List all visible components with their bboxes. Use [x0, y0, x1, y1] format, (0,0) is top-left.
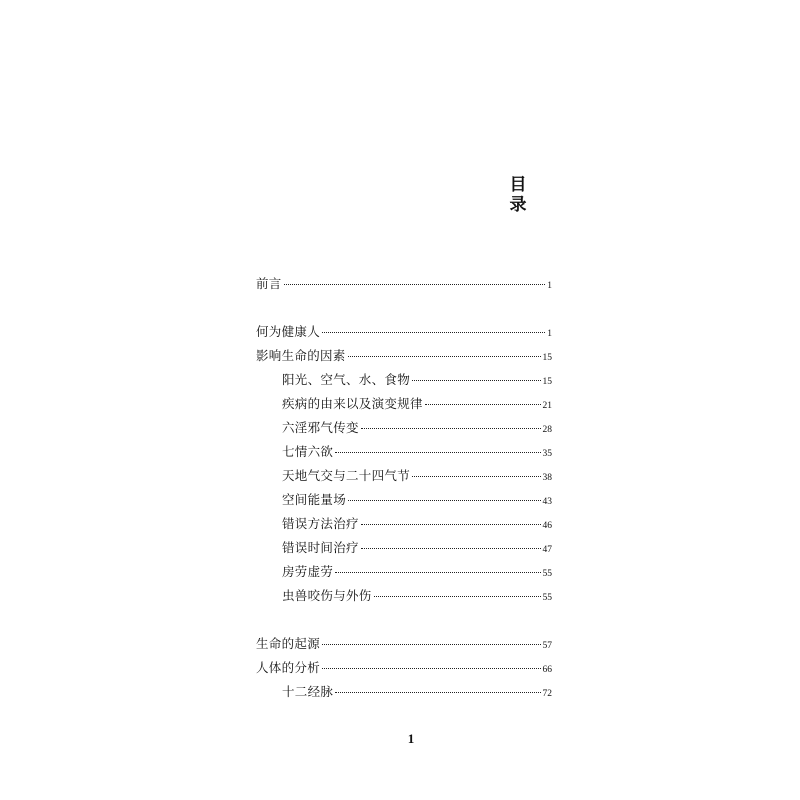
toc-entry-page: 15 [542, 377, 552, 387]
toc-entry-page: 1 [547, 329, 552, 339]
dot-leader [361, 428, 541, 429]
dot-leader [348, 356, 541, 357]
toc-entry-page: 1 [547, 281, 552, 291]
toc-entry-title: 空间能量场 [282, 492, 347, 507]
page-title: 目 录 [509, 175, 541, 215]
toc-entry-title: 影响生命的因素 [256, 348, 346, 363]
toc-entry [282, 515, 552, 533]
toc-entry-page: 72 [542, 689, 552, 699]
toc-entry-title: 生命的起源 [256, 636, 321, 651]
toc-entry-title: 阳光、空气、水、食物 [282, 372, 411, 387]
toc-entry-page: 43 [542, 497, 552, 507]
toc-entry-page: 55 [542, 593, 552, 603]
page-number: 1 [407, 731, 415, 746]
toc-entry [282, 395, 552, 413]
dot-leader [412, 380, 540, 381]
toc-entry-title: 虫兽咬伤与外伤 [282, 588, 372, 603]
toc-entry-page: 66 [542, 665, 552, 675]
toc-entry-page: 38 [542, 473, 552, 483]
toc-entry-title: 十二经脉 [282, 684, 334, 699]
toc-entry [282, 443, 552, 461]
toc-entry-page: 28 [542, 425, 552, 435]
toc-entry [282, 419, 552, 437]
toc-entry-title: 六淫邪气传变 [282, 420, 359, 435]
toc-entry-title: 房劳虚劳 [282, 564, 334, 579]
toc-entry-page: 35 [542, 449, 552, 459]
dot-leader [335, 452, 540, 453]
dot-leader [322, 644, 540, 645]
toc-entry-title: 七情六欲 [282, 444, 334, 459]
toc-entry [256, 323, 552, 341]
dot-leader [361, 548, 541, 549]
toc-entry [282, 587, 552, 605]
toc-entry-title: 错误时间治疗 [282, 540, 359, 555]
dot-leader [374, 596, 541, 597]
toc-entry-page: 47 [542, 545, 552, 555]
toc-entry-page: 55 [542, 569, 552, 579]
toc-entry [282, 467, 552, 485]
toc-entry-title: 天地气交与二十四气节 [282, 468, 411, 483]
toc-entry [256, 347, 552, 365]
dot-leader [335, 692, 540, 693]
dot-leader [335, 572, 540, 573]
dot-leader [348, 500, 540, 501]
toc-entry [282, 491, 552, 509]
toc-entry [282, 683, 552, 701]
toc-entry [256, 275, 552, 293]
toc-entry-title: 人体的分析 [256, 660, 321, 675]
dot-leader [412, 476, 540, 477]
toc-entry-page: 15 [542, 353, 552, 363]
toc-entry-title: 疾病的由来以及演变规律 [282, 396, 423, 411]
dot-leader [425, 404, 541, 405]
dot-leader [322, 332, 545, 333]
toc-entry-title: 何为健康人 [256, 324, 321, 339]
toc-entry-title: 错误方法治疗 [282, 516, 359, 531]
toc-entry [282, 371, 552, 389]
toc-entry [282, 539, 552, 557]
toc-entry-page: 57 [542, 641, 552, 651]
toc-entry [282, 563, 552, 581]
toc-entry [256, 635, 552, 653]
toc-entry [256, 659, 552, 677]
toc-entry-page: 46 [542, 521, 552, 531]
dot-leader [322, 668, 540, 669]
toc-entry-title: 前言 [256, 276, 282, 291]
toc-entry-page: 21 [542, 401, 552, 411]
dot-leader [361, 524, 541, 525]
dot-leader [284, 284, 546, 285]
